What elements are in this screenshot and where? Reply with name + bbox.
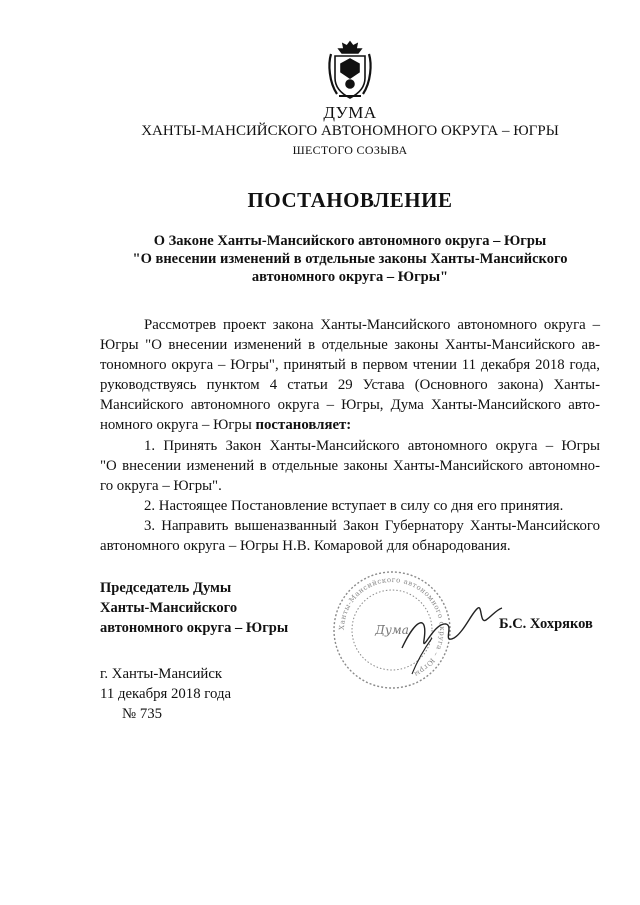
coat-of-arms-icon bbox=[327, 40, 373, 102]
position-line: Председатель Думы bbox=[100, 580, 232, 596]
subject-line: О Законе Ханты-Мансийского автономного округа – Югры bbox=[153, 233, 547, 249]
org-convocation: ШЕСТОГО СОЗЫВА bbox=[292, 143, 408, 157]
position-line: автономного округа – Югры bbox=[100, 620, 289, 636]
document-number: № 735 bbox=[122, 706, 163, 722]
preamble-line bbox=[100, 415, 600, 435]
preamble-line: Рассмотрев проект закона Ханты-Мансийского автономного округа – bbox=[144, 317, 600, 333]
org-name: ДУМА bbox=[323, 103, 377, 122]
preamble-line: тономного округа – Югры", принятый в первом чтении 11 декабря 2018 года, bbox=[100, 357, 600, 373]
org-region: ХАНТЫ-МАНСИЙСКОГО АВТОНОМНОГО ОКРУГА – ЮГРЫ bbox=[141, 123, 559, 139]
handwritten-signature bbox=[392, 590, 512, 680]
item-line: 3. Направить вышеназванный Закон Губернатору Ханты-Мансийского bbox=[144, 518, 600, 534]
preamble-line: руководствуясь пунктом 4 статьи 29 Устава (Основного закона) Ханты- bbox=[100, 377, 600, 393]
document-title: ПОСТАНОВЛЕНИЕ bbox=[247, 188, 453, 212]
preamble-line: Югры "О внесении изменений в отдельные законы Ханты-Мансийского ав- bbox=[100, 337, 600, 353]
subject-line: автономного округа – Югры" bbox=[251, 269, 449, 285]
subject-line: "О внесении изменений в отдельные законы Ханты-Мансийского bbox=[132, 251, 568, 267]
stamp-ring-text: Ханты-Мансийского автономного округа – Югры bbox=[337, 575, 447, 679]
preamble-last-text: номного округа – Югры bbox=[100, 417, 256, 433]
item-line: автономного округа – Югры Н.В. Комаровой для обнародования. bbox=[100, 538, 511, 554]
item-line: го округа – Югры". bbox=[100, 478, 222, 494]
position-line: Ханты-Мансийского bbox=[100, 600, 238, 616]
city: г. Ханты-Мансийск bbox=[100, 666, 223, 682]
signer-name: Б.С. Хохряков bbox=[499, 616, 593, 632]
document-place-date bbox=[100, 664, 231, 724]
decree-word: постановляет: bbox=[255, 417, 352, 433]
document-subject bbox=[100, 232, 600, 286]
decree-items bbox=[100, 436, 600, 556]
preamble-line: Мансийского автономного округа – Югры, Дума Ханты-Мансийского авто- bbox=[100, 397, 600, 413]
item-line: 2. Настоящее Постановление вступает в силу со дня его принятия. bbox=[144, 498, 564, 514]
preamble bbox=[100, 315, 600, 435]
item-line: "О внесении изменений в отдельные законы Ханты-Мансийского автономно- bbox=[100, 458, 600, 474]
stamp-center-text: Дума bbox=[375, 623, 409, 637]
item-line: 1. Принять Закон Ханты-Мансийского автономного округа – Югры bbox=[144, 438, 600, 454]
date: 11 декабря 2018 года bbox=[100, 686, 232, 702]
signatory-position bbox=[100, 578, 288, 638]
